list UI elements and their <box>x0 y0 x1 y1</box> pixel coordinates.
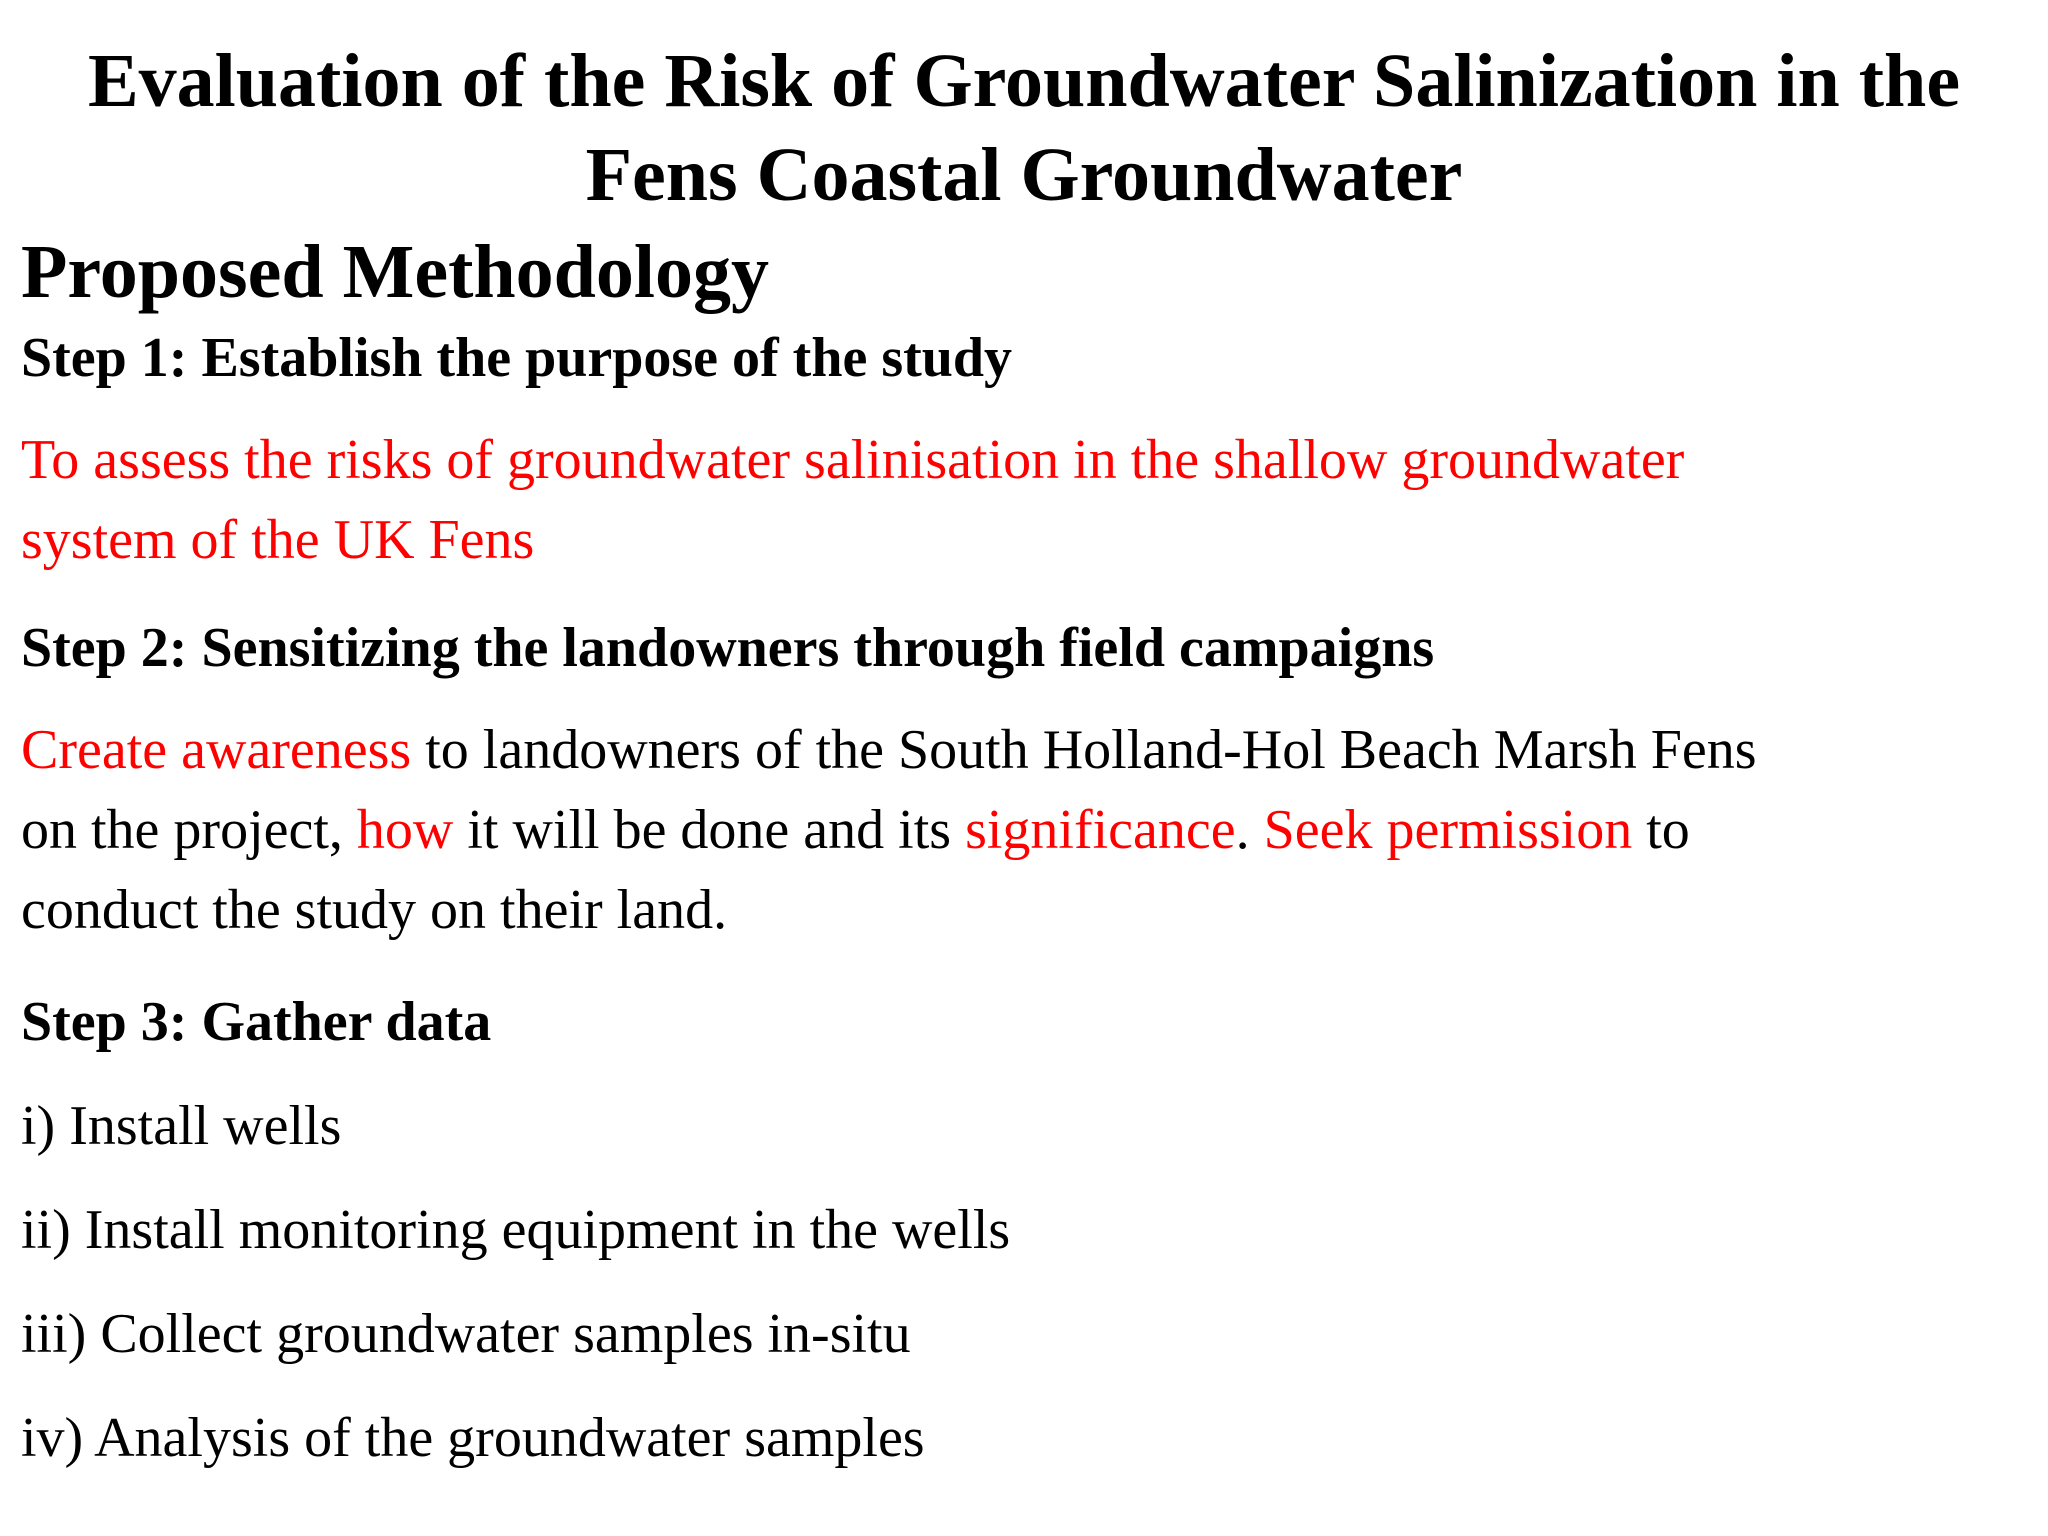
list-item-analysis: iv) Analysis of the groundwater samples <box>21 1407 925 1469</box>
step-2-text-line-2-d: to <box>1632 799 1690 861</box>
step-1-heading: Step 1: Establish the purpose of the study <box>21 327 1013 389</box>
list-item-install-monitoring: ii) Install monitoring equipment in the wells <box>21 1199 1011 1261</box>
step-3-heading: Step 3: Gather data <box>21 991 492 1053</box>
step-2-text <box>21 710 2021 950</box>
step-2-text-line-2-c: . <box>1235 799 1264 861</box>
list-item-install-wells: i) Install wells <box>21 1095 342 1157</box>
step-1-text <box>21 420 2021 580</box>
step-2-text-line-2-b: it will be done and its <box>453 799 966 861</box>
slide-title <box>0 34 2048 222</box>
step-2-highlight-create-awareness: Create awareness <box>21 719 412 781</box>
list-item-collect-samples: iii) Collect groundwater samples in-situ <box>21 1303 911 1365</box>
step-2-highlight-seek-permission: Seek permission <box>1263 799 1633 861</box>
slide-title-line-1: Evaluation of the Risk of Groundwater Salinization in the <box>87 39 1961 123</box>
step-2-heading: Step 2: Sensitizing the landowners through field campaigns <box>21 617 1435 679</box>
step-1-text-line-1: To assess the risks of groundwater salinisation in the shallow groundwater <box>21 429 1685 491</box>
slide-title-line-2: Fens Coastal Groundwater <box>585 133 1463 217</box>
step-2-text-line-2-a: on the project, <box>21 799 357 861</box>
step-2-text-line-3: conduct the study on their land. <box>21 879 728 941</box>
step-1-text-line-2: system of the UK Fens <box>21 509 535 571</box>
step-2-highlight-how: how <box>356 799 454 861</box>
section-heading: Proposed Methodology <box>21 230 770 314</box>
step-2-highlight-significance: significance <box>965 799 1236 861</box>
step-2-text-line-1-rest: to landowners of the South Holland-Hol Beach Marsh Fens <box>411 719 1757 781</box>
